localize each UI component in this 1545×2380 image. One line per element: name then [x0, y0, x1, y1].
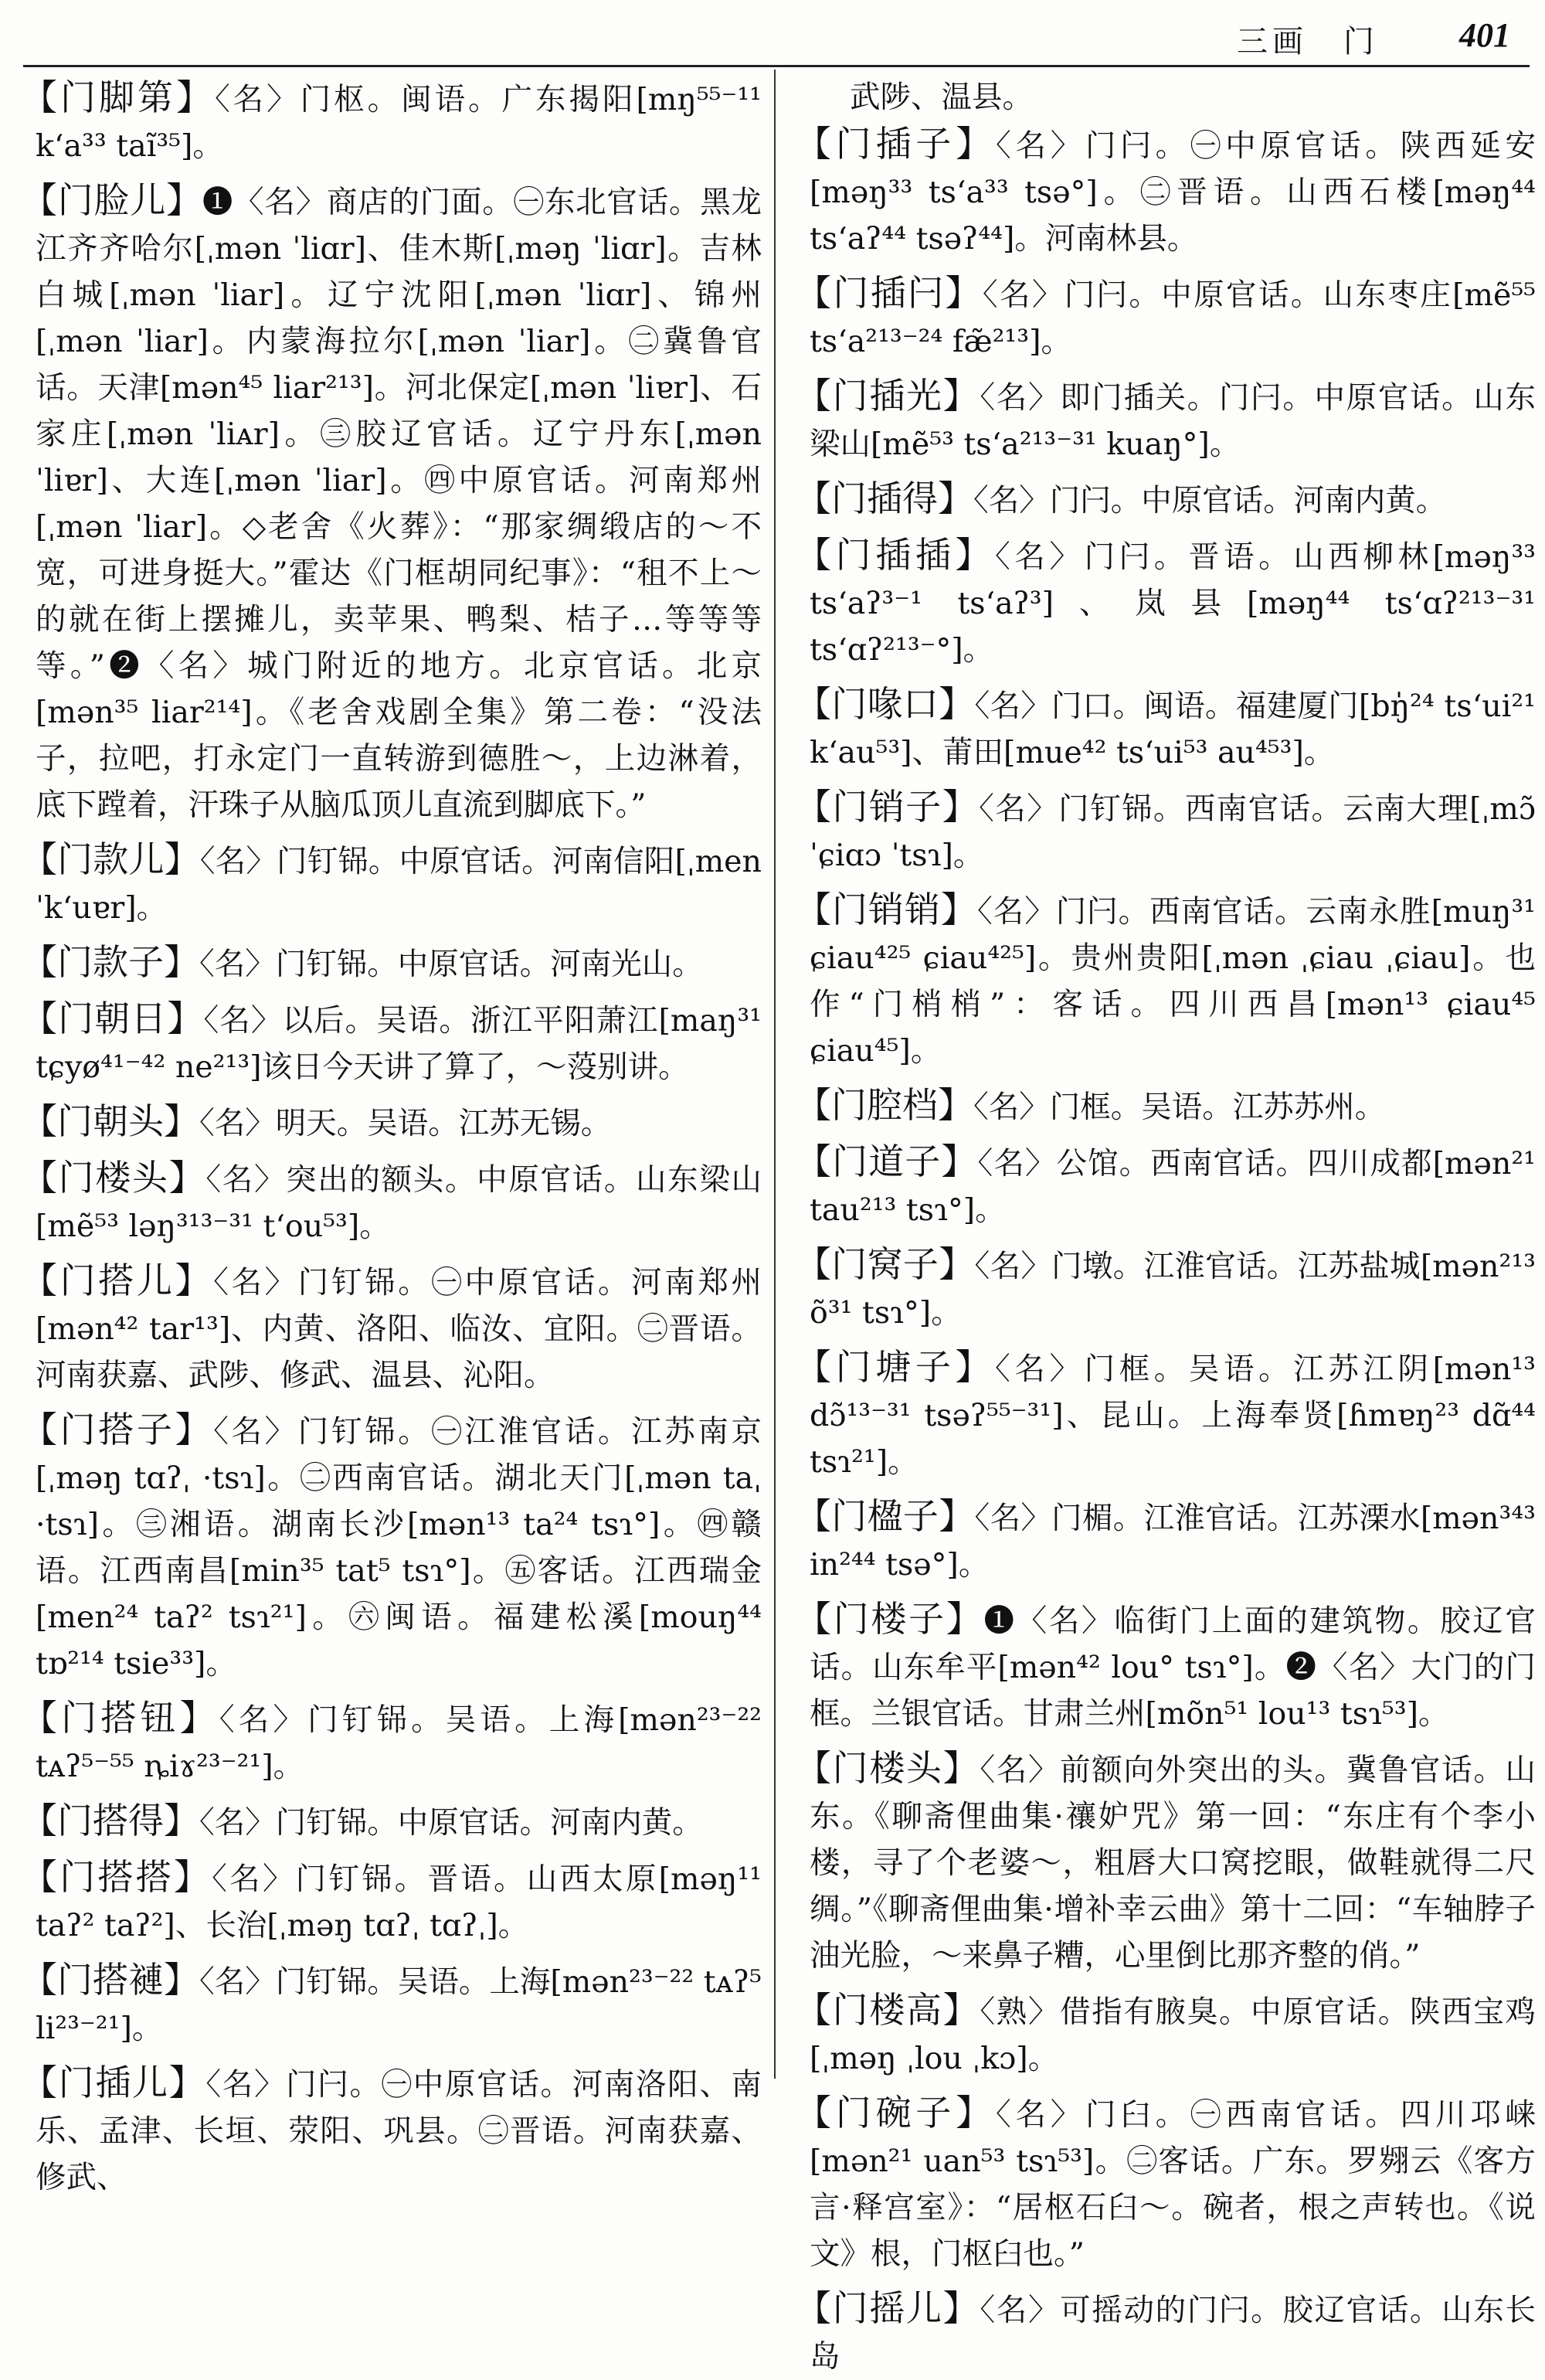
entry-definition: 〈名〉门楣。江淮官话。江苏溧水[mən³⁴³ in²⁴⁴ tsə°]。: [810, 1501, 1536, 1583]
dictionary-entry: [22, 836, 762, 931]
entry-headword: 【门摇儿】: [796, 2287, 980, 2329]
entry-definition: ❶〈名〉商店的门面。㊀东北官话。黑龙江齐齐哈尔[ˌmən ˈliɑr]、佳木斯[ˌməŋ ˈliɑr]。吉林白城[ˌmən ˈliar]。辽宁沈阳[ˌmən ˈliɑr]、锦州[ˌmən ˈliar]。内蒙海拉尔[ˌmən ˈliar]。㊁冀鲁官话。天津[mən⁴⁵ liar²¹³]。河北保定[ˌmən ˈliɐr]、石家庄[ˌmən ˈliᴀr]。㊂胶辽官话。辽宁丹东[ˌmən ˈliɐr]、大连[ˌmən ˈliar]。㊃中原官话。河南郑州[ˌmən ˈliar]。◇老舍《火葬》：“那家绸缎店的～不宽，可进身挺大。”霍达《门框胡同纪事》：“租不上～的就在街上摆摊儿，卖苹果、鸭梨、桔子…等等等等。”❷〈名〉城门附近的地方。北京官话。北京[mən³⁵ liar²¹⁴]。《老舍戏剧全集》第二卷：“没法子，拉吧，打永定门一直转游到德胜～，上边淋着，底下蹚着，汗珠子从脑瓜顶儿直流到脚底下。”: [36, 185, 762, 823]
entry-headword: 【门道子】: [796, 1141, 978, 1182]
entry-headword: 【门楼高】: [796, 1989, 980, 2031]
right-column: [796, 74, 1536, 2380]
dictionary-entry: [796, 475, 1536, 524]
entry-definition: 〈名〉门闩。㊀中原官话。河南洛阳、南乐、孟津、长垣、荥阳、巩县。㊁晋语。河南获嘉、修武、: [36, 2067, 762, 2195]
entry-definition: 〈名〉门闩。西南官话。云南永胜[muŋ³¹ ɕiau⁴²⁵ ɕiau⁴²⁵]。贵州贵阳[ˌmən ˌɕiau ˌɕiau]。也作“门梢梢”：客话。四川西昌[mən¹³ ɕiau⁴⁵ ɕiau⁴⁵]。: [810, 894, 1537, 1069]
entry-headword: 【门插儿】: [22, 2062, 206, 2103]
header-rule: [23, 65, 1530, 67]
entry-headword: 【门款儿】: [22, 838, 200, 880]
left-column: [22, 74, 762, 2201]
entry-definition: 〈名〉可摇动的门闩。胶辽官话。山东长岛: [810, 2293, 1537, 2375]
entry-headword: 【门款子】: [22, 941, 199, 983]
entry-definition: 〈名〉突出的额头。中原官话。山东梁山[mẽ⁵³ ləŋ³¹³⁻³¹ t‘ou⁵³]。: [36, 1162, 762, 1244]
dictionary-entry: [796, 1082, 1536, 1130]
dictionary-entry: [22, 2059, 762, 2201]
entry-definition: 〈名〉门钉铞。吴语。上海[mən²³⁻²² tᴀʔ⁵⁻⁵⁵ ȵiɤ²³⁻²¹]。: [36, 1702, 762, 1784]
entry-headword: 【门楼头】: [22, 1157, 206, 1198]
entry-headword: 【门碗子】: [796, 2092, 996, 2134]
entry-headword: 【门脚第】: [22, 76, 215, 118]
entry-definition: 〈名〉门钉铞。㊀江淮官话。江苏南京[ˌməŋ tɑʔˌ ·tsɿ]。㊁西南官话。湖北天门[ˌmən taˌ ·tsɿ]。㊂湘语。湖南长沙[mən¹³ ta²⁴ tsɿ°]。㊃赣语。江西南昌[min³⁵ tat⁵ tsɿ°]。㊄客话。江西瑞金[men²⁴ taʔ² tsɿ²¹]。㊅闽语。福建松溪[mouŋ⁴⁴ tɒ²¹⁴ tsie³³]。: [36, 1414, 762, 1681]
page-number: 401: [1459, 16, 1510, 54]
dictionary-entry: [796, 681, 1536, 776]
dictionary-entry: [796, 784, 1536, 879]
entry-headword: 【门销子】: [796, 786, 980, 828]
dictionary-entry: [22, 1797, 762, 1846]
entry-headword: 【门插子】: [796, 123, 996, 165]
entry-headword: 【门插得】: [796, 478, 973, 519]
entry-headword: 【门搭搭】: [22, 1856, 212, 1898]
entry-definition: 〈名〉门钉铞。中原官话。河南信阳[ˌmen ˈk‘uɐr]。: [36, 844, 762, 926]
dictionary-entry: [22, 1957, 762, 2052]
entry-headword: 【门搭褳】: [22, 1959, 200, 2001]
dictionary-entry: [22, 995, 762, 1090]
entry-headword: 【门塘子】: [796, 1346, 996, 1388]
entry-definition: 〈名〉门框。吴语。江苏苏州。: [973, 1090, 1386, 1125]
page-header: [0, 0, 1545, 70]
dictionary-entry: [22, 1854, 762, 1949]
dictionary-entry: [796, 886, 1536, 1074]
entry-headword: 【门插光】: [796, 375, 980, 416]
entry-definition: 〈名〉门框。吴语。江苏江阴[mən¹³ dɔ̃¹³⁻³¹ tsəʔ⁵⁵⁻³¹]、昆山。上海奉贤[ɦmɐŋ²³ dɑ̃⁴⁴ tsɿ²¹]。: [810, 1352, 1536, 1480]
dictionary-entry: [22, 177, 762, 828]
entry-definition: 〈名〉门口。闽语。福建厦门[bŋ̍²⁴ ts‘ui²¹ k‘au⁵³]、莆田[mue⁴² ts‘ui⁵³ au⁴⁵³]。: [810, 688, 1536, 770]
running-head-section: 三画 门: [1237, 24, 1379, 60]
dictionary-entry: [22, 1406, 762, 1687]
dictionary-entry: [22, 939, 762, 988]
entry-definition: 〈名〉门臼。㊀西南官话。四川邛崃[mən²¹ uan⁵³ tsɿ⁵³]。㊁客话。广东。罗翙云《客方言·释宫室》：“居枢石臼～。碗者，根之声转也。《说文》根，门枢臼也。”: [810, 2097, 1537, 2272]
entry-definition: 〈名〉门闩。㊀中原官话。陕西延安[məŋ³³ ts‘a³³ tsə°]。㊁晋语。山西石楼[məŋ⁴⁴ ts‘aʔ⁴⁴ tsəʔ⁴⁴]。河南林县。: [810, 128, 1537, 257]
entry-definition: 〈名〉门钉铞。中原官话。河南光山。: [199, 947, 703, 982]
dictionary-entry: [796, 2089, 1536, 2277]
dictionary-entry: [796, 1745, 1536, 1979]
entry-headword: 【门插插】: [796, 534, 996, 576]
dictionary-entry: [796, 372, 1536, 468]
entry-headword: 【门搭钮】: [22, 1697, 219, 1739]
entry-definition: 〈名〉门枢。闽语。广东揭阳[mŋ⁵⁵⁻¹¹ k‘a³³ taĩ³⁵]。: [36, 82, 762, 164]
dictionary-entry: [796, 1241, 1536, 1336]
entry-definition: 〈名〉前额向外突出的头。冀鲁官话。山东。《聊斋俚曲集·禳妒咒》第一回：“东庄有个李小楼，寻了个老婆～，粗唇大口窝挖眼，做鞋就得二尺绸。”《聊斋俚曲集·增补幸云曲》第十二回：“车轴脖子油光脸，～来鼻子糟，心里倒比那齐整的俏。”: [810, 1753, 1537, 1974]
column-divider: [774, 70, 776, 2079]
dictionary-entry: [22, 74, 762, 169]
entry-headword: 【门窝子】: [796, 1243, 975, 1285]
entry-headword: 【门朝日】: [22, 998, 204, 1039]
dictionary-entry: [796, 1987, 1536, 2082]
entry-headword: 【门插闩】: [796, 272, 983, 314]
entry-headword: 【门楼子】: [796, 1598, 984, 1640]
dictionary-entry: [796, 2285, 1536, 2380]
dictionary-entry: [796, 1596, 1536, 1737]
entry-definition: 〈名〉即门插关。门闩。中原官话。山东梁山[mẽ⁵³ ts‘a²¹³⁻³¹ kuaŋ°]。: [810, 380, 1537, 462]
entry-definition: 〈名〉门闩。中原官话。河南内黄。: [973, 483, 1447, 518]
entry-definition: 〈熟〉借指有腋臭。中原官话。陕西宝鸡[ˌməŋ ˌlou ˌkɔ]。: [810, 1994, 1537, 2076]
dictionary-entry: [22, 1695, 762, 1790]
entry-headword: 【门喙口】: [796, 683, 975, 725]
dictionary-entry: [22, 1257, 762, 1399]
continued-text: 武陟、温县。: [850, 80, 1033, 115]
entry-headword: 【门腔档】: [796, 1084, 973, 1126]
entry-definition: 〈名〉门钉铞。㊀中原官话。河南郑州[mən⁴² tar¹³]、内黄、洛阳、临汝、宜阳。㊁晋语。河南获嘉、武陟、修武、温县、沁阳。: [36, 1265, 762, 1393]
entry-definition: 〈名〉门钉铞。晋语。山西太原[məŋ¹¹ taʔ² taʔ²]、长治[ˌməŋ tɑʔˌ tɑʔˌ]。: [36, 1862, 762, 1943]
dictionary-entry: [22, 1098, 762, 1147]
entry-headword: 【门搭儿】: [22, 1260, 214, 1301]
dictionary-entry: [796, 1493, 1536, 1588]
entry-headword: 【门搭得】: [22, 1800, 199, 1841]
dictionary-entry: [796, 532, 1536, 673]
entry-definition: 〈名〉门墩。江淮官话。江苏盐城[mən²¹³ õ³¹ tsɿ°]。: [810, 1249, 1536, 1331]
entry-headword: 【门搭子】: [22, 1409, 214, 1450]
entry-definition: 〈名〉公馆。西南官话。四川成都[mən²¹ tau²¹³ tsɿ°]。: [810, 1146, 1537, 1228]
entry-definition: ❶〈名〉临街门上面的建筑物。胶辽官话。山东牟平[mən⁴² lou° tsɿ°]。❷〈名〉大门的门框。兰银官话。甘肃兰州[mõn⁵¹ lou¹³ tsɿ⁵³]。: [810, 1603, 1537, 1732]
entry-headword: 【门楹子】: [796, 1495, 975, 1537]
entry-headword: 【门脸儿】: [22, 179, 202, 221]
entry-definition: 〈名〉门闩。晋语。山西柳林[məŋ³³ ts‘aʔ³⁻¹ ts‘aʔ³]、岚县[məŋ⁴⁴ ts‘ɑʔ²¹³⁻³¹ ts‘ɑʔ²¹³⁻°]。: [810, 539, 1536, 668]
dictionary-entry: [22, 1154, 762, 1250]
dictionary-entry: [796, 270, 1536, 365]
entry-headword: 【门楼头】: [796, 1747, 980, 1789]
dictionary-entry: [796, 1138, 1536, 1233]
entry-definition: 〈名〉明天。吴语。江苏无锡。: [199, 1106, 612, 1141]
entry-definition: 〈名〉门钉铞。西南官话。云南大理[ˌmɔ̃ ˈɕiɑɔ ˈtsɿ]。: [810, 791, 1536, 873]
entry-definition: 〈名〉门钉铞。吴语。上海[mən²³⁻²² tᴀʔ⁵ li²³⁻²¹]。: [36, 1964, 762, 2046]
entry-headword: 【门朝头】: [22, 1100, 199, 1142]
entry-definition: 〈名〉门钉铞。中原官话。河南内黄。: [199, 1805, 703, 1841]
entry-definition: 〈名〉以后。吴语。浙江平阳萧江[maŋ³¹ tɕyø⁴¹⁻⁴² ne²¹³]该日今天讲了算了，～莈别讲。: [36, 1003, 762, 1085]
entry-definition: 〈名〉门闩。中原官话。山东枣庄[mẽ⁵⁵ ts‘a²¹³⁻²⁴ fæ̃²¹³]。: [810, 277, 1537, 359]
dictionary-entry: [796, 121, 1536, 262]
dictionary-entry: [796, 1344, 1536, 1485]
right-entries: [796, 121, 1536, 2380]
entry-headword: 【门销销】: [796, 889, 977, 930]
